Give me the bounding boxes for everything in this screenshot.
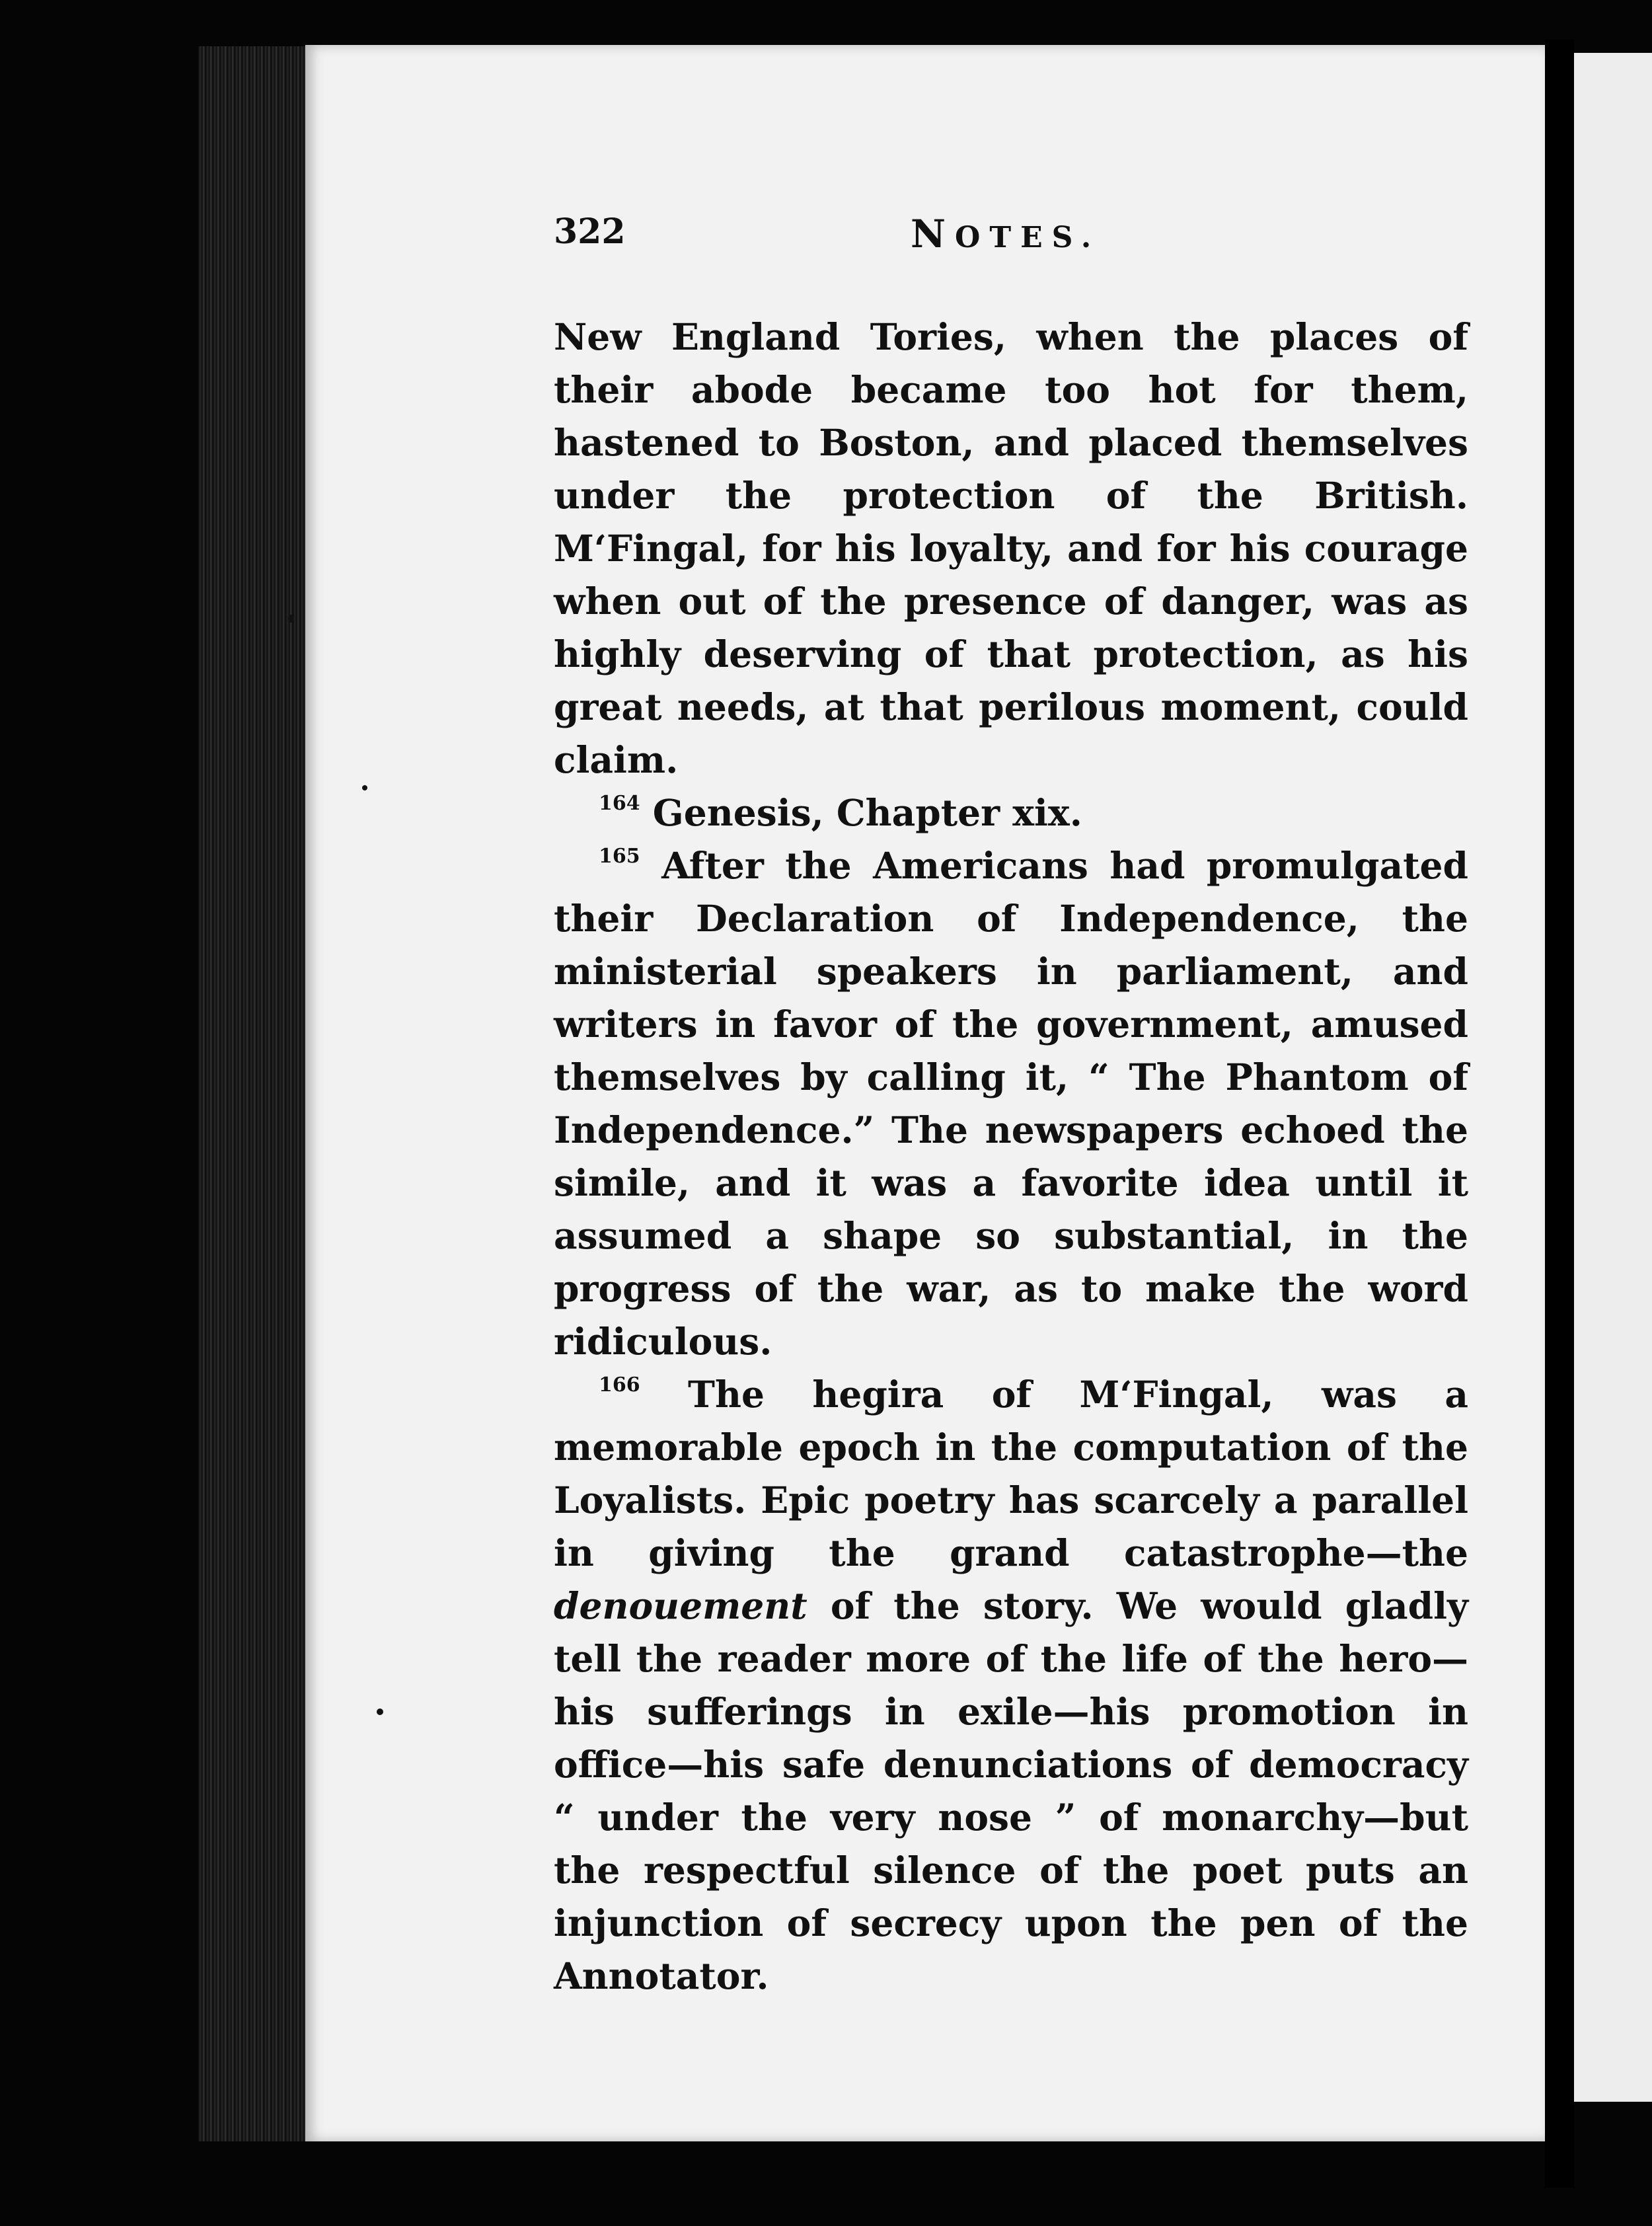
- note-text: After the Americans had promulgated their Declaration of Independence, the ministerial speakers in parliament, and writers in favor of the government, amused themselves by calling it, “ The Phantom of Independence.” The newspapers echoed the simile, and it was a favorite idea until it assumed a shape so substantial, in the progress of the war, as to make the word ridiculous.: [554, 844, 1468, 1363]
- note-text: Genesis, Chapter xix.: [652, 791, 1082, 834]
- notes-body: [554, 311, 1468, 2003]
- note-italic-term: denouement: [554, 1584, 807, 1627]
- page-number: 322: [554, 211, 626, 252]
- note-text: of the story. We would gladly tell the reader more of the life of the hero—his sufferings in exile—his promotion in office—his safe denunciations of democracy “ under the very nose ” of monarchy—but the respectful silence of the poet puts an injunction of secrecy upon the pen of the Annotator.: [554, 1584, 1468, 1997]
- running-head: [554, 211, 1468, 264]
- note-165: [554, 839, 1468, 1368]
- section-title-initial: N: [911, 211, 956, 256]
- note-number: 164: [599, 792, 640, 815]
- section-title-rest: OTES.: [955, 221, 1101, 254]
- facing-page-edge: [1574, 53, 1652, 2102]
- note-166: [554, 1368, 1468, 2003]
- page-stack-edge: [198, 46, 311, 2141]
- note-continued: New England Tories, when the places of their abode became too hot for them, hastened to Boston, and placed themselves under the protection of the British. M‘Fingal, for his loyalty, and for his courage when out of the presence of danger, was as highly deserving of that protection, as his great needs, at that perilous moment, could claim.: [554, 315, 1468, 781]
- note-text: The hegira of M‘Fingal, was a memorable epoch in the computation of the Loyalists. Epic poetry has scarcely a parallel in giving the grand catastrophe—the: [554, 1373, 1468, 1574]
- note-number: 165: [599, 845, 640, 868]
- note-164: [554, 787, 1468, 839]
- note-number: 166: [599, 1373, 640, 1397]
- ink-speck: [288, 615, 293, 623]
- gutter-shadow: [1545, 40, 1574, 2188]
- section-title: [911, 211, 1100, 256]
- ink-speck: [377, 1708, 383, 1715]
- ink-speck: [362, 785, 367, 790]
